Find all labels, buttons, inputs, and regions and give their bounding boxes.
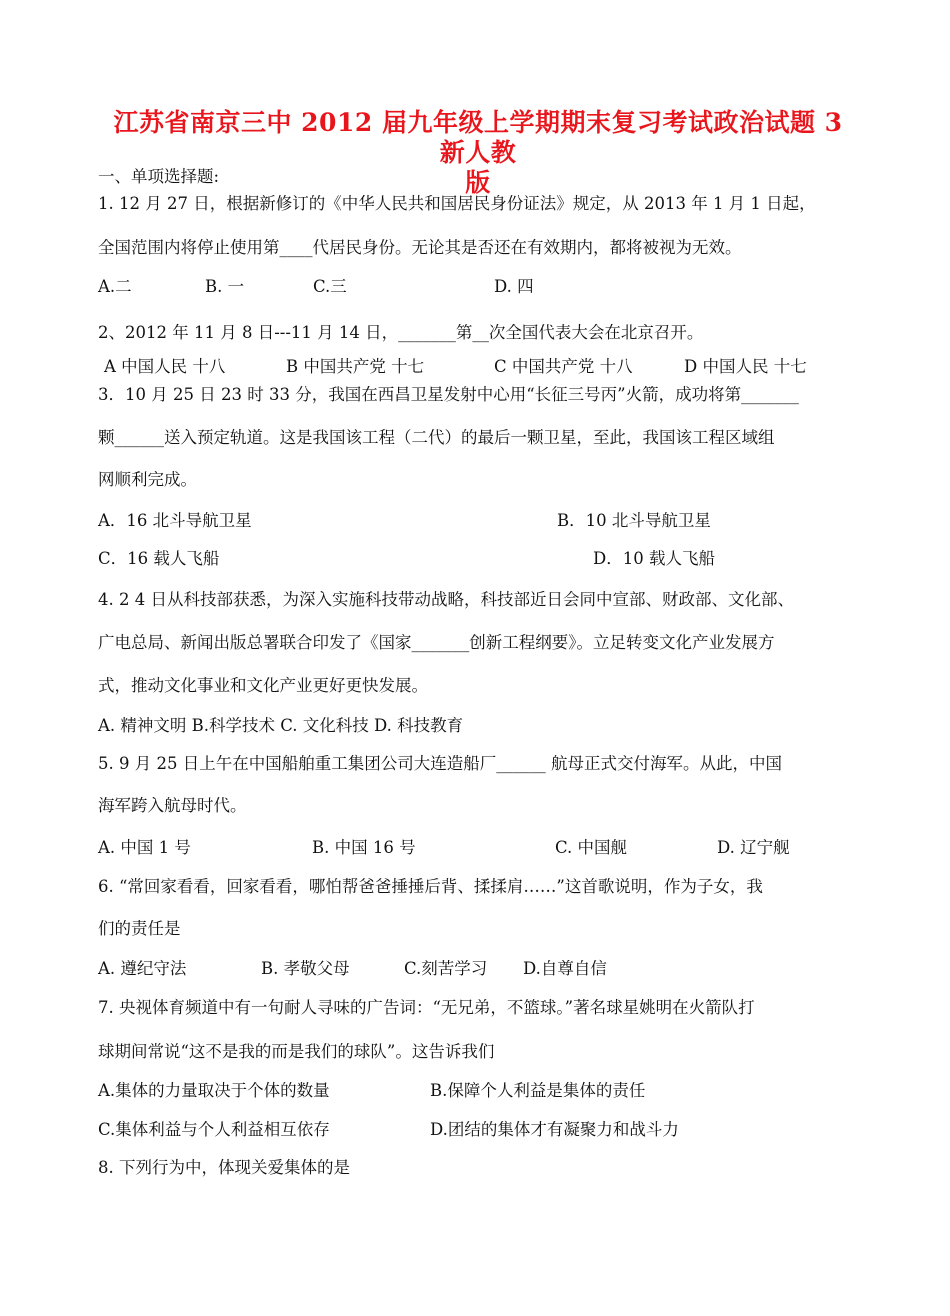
q6-option-c: C.刻苦学习 [404, 959, 488, 978]
title-line-1: 江苏省南京三中 2012 届九年级上学期期末复习考试政治试题 3 新人教 [113, 108, 843, 167]
q5-option-b: B. 中国 16 号 [312, 838, 416, 857]
q3-option-a: A．16 北斗导航卫星 [98, 511, 252, 530]
q7-option-d: D.团结的集体才有凝聚力和战斗力 [430, 1120, 679, 1139]
q7-line-2: 球期间常说“这不是我的而是我们的球队”。这告诉我们 [98, 1042, 495, 1061]
q5-option-c: C. 中国舰 [555, 838, 628, 857]
q5-option-d: D. 辽宁舰 [717, 838, 790, 857]
q8-line-1: 8. 下列行为中，体现关爱集体的是 [98, 1158, 350, 1177]
q5-line-1: 5. 9 月 25 日上午在中国船舶重工集团公司大连造船厂______ 航母正式交付海军。从此，中国 [98, 754, 782, 773]
q1-option-c: C.三 [313, 277, 347, 296]
q3-option-b: B．10 北斗导航卫星 [557, 511, 711, 530]
q4-line-3: 式，推动文化事业和文化产业更好更快发展。 [98, 676, 428, 695]
q1-option-d: D. 四 [494, 277, 534, 296]
q1-option-b: B. 一 [205, 277, 245, 296]
q6-line-1: 6. “常回家看看，回家看看，哪怕帮爸爸捶捶后背、揉揉肩……”这首歌说明，作为子女，我 [98, 877, 763, 896]
q2-line-1: 2、2012 年 11 月 8 日---11 月 14 日，_______第__次全国代表大会在北京召开。 [98, 323, 704, 342]
q2-option-a: A 中国人民 十八 [104, 357, 226, 376]
title-line-2: 版 [465, 168, 491, 197]
q7-option-b: B.保障个人利益是集体的责任 [430, 1081, 646, 1100]
q3-line-2: 颗______送入预定轨道。这是我国该工程（二代）的最后一颗卫星，至此，我国该工程区域组 [98, 428, 775, 447]
q3-line-1: 3．10 月 25 日 23 时 33 分，我国在西昌卫星发射中心用“长征三号丙”火箭，成功将第_______ [98, 385, 799, 404]
q5-option-a: A. 中国 1 号 [98, 838, 191, 857]
q3-line-3: 网顺利完成。 [98, 470, 197, 489]
q3-option-c: C．16 载人飞船 [98, 549, 220, 568]
q2-option-d: D 中国人民 十七 [684, 357, 807, 376]
q2-option-b: B 中国共产党 十七 [286, 357, 425, 376]
q3-option-d: D．10 载人飞船 [593, 549, 715, 568]
q6-option-b: B. 孝敬父母 [261, 959, 350, 978]
q7-option-a: A.集体的力量取决于个体的数量 [98, 1081, 330, 1100]
q6-line-2: 们的责任是 [98, 919, 181, 938]
q4-line-1: 4. 2 4 日从科技部获悉，为深入实施科技带动战略，科技部近日会同中宣部、财政部、文化部、 [98, 590, 794, 609]
q6-option-d: D.自尊自信 [523, 959, 607, 978]
q4-options: A. 精神文明 B.科学技术 C. 文化科技 D. 科技教育 [98, 716, 464, 735]
q7-line-1: 7. 央视体育频道中有一句耐人寻味的广告词：“无兄弟，不篮球。”著名球星姚明在火箭队打 [98, 998, 755, 1017]
section-heading: 一、单项选择题: [98, 167, 220, 186]
q4-line-2: 广电总局、新闻出版总署联合印发了《国家_______创新工程纲要》。立足转变文化产业发展方 [98, 633, 775, 652]
q7-option-c: C.集体利益与个人利益相互依存 [98, 1120, 330, 1139]
q6-option-a: A. 遵纪守法 [98, 959, 187, 978]
q2-option-c: C 中国共产党 十八 [494, 357, 633, 376]
q1-line-1: 1. 12 月 27 日，根据新修订的《中华人民共和国居民身份证法》规定，从 2013 年 1 月 1 日起， [98, 194, 816, 213]
q1-line-2: 全国范围内将停止使用第____代居民身份。无论其是否还在有效期内，都将被视为无效。 [98, 238, 742, 257]
q5-line-2: 海军跨入航母时代。 [98, 796, 247, 815]
q1-option-a: A.二 [98, 277, 132, 296]
